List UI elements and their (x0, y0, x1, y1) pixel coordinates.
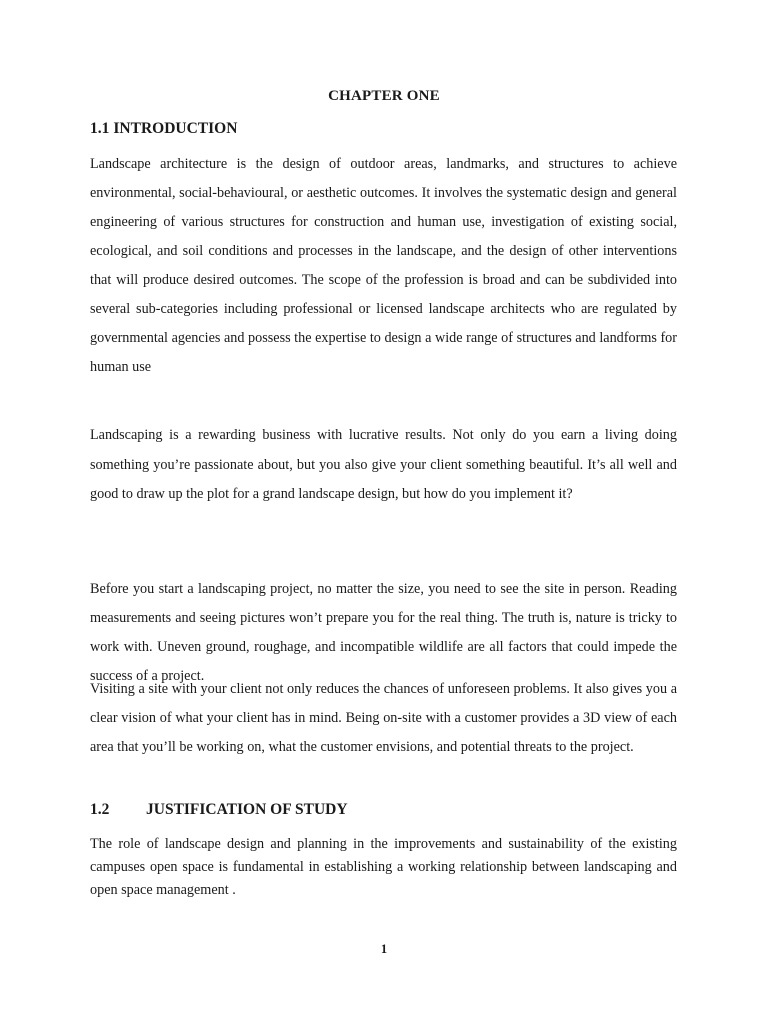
chapter-title: CHAPTER ONE (328, 88, 440, 104)
section-number: 1.2 (90, 801, 110, 818)
paragraph: Landscaping is a rewarding business with lucrative results. Not only do you earn a living doing something you’re passionate about, but you also give your client something beautiful. It’s all well and good to draw up the plot for a grand landscape design, but how do you implement it? (90, 427, 677, 502)
page-number: 1 (380, 942, 388, 956)
paragraph: The role of landscape design and planning in the improvements and sustainability of the existing campuses open space is fundamental in establishing a working relationship between landscaping and open space management . (90, 836, 677, 898)
section-heading-introduction (90, 120, 237, 138)
paragraph: Visiting a site with your client not only reduces the chances of unforeseen problems. It also gives you a clear vision of what your client has in mind. Being on-site with a customer provides a 3D view of each area that you’ll be working on, what the customer envisions, and potential threats to the project. (90, 681, 677, 755)
paragraph: Before you start a landscaping project, no matter the size, you need to see the site in person. Reading measurements and seeing pictures won’t prepare you for the real thing. The truth is, nature is tricky to work with. Uneven ground, roughage, and incompatible wildlife are all factors that could impede the success of a project. (90, 581, 677, 684)
section-heading-justification (90, 801, 348, 819)
section-number: 1.1 (90, 120, 110, 137)
section-title: JUSTIFICATION OF STUDY (146, 801, 348, 818)
section-title: INTRODUCTION (113, 120, 238, 137)
paragraph: Landscape architecture is the design of outdoor areas, landmarks, and structures to achieve environmental, social-behavioural, or aesthetic outcomes. It involves the systematic design and general engineering of various structures for construction and human use, investigation of existing social, ecological, and soil conditions and processes in the landscape, and the design of other interventions that will produce desired outcomes. The scope of the profession is broad and can be subdivided into several sub-categories including professional or licensed landscape architects who are regulated by governmental agencies and possess the expertise to design a wide range of structures and landforms for human use (90, 156, 677, 375)
